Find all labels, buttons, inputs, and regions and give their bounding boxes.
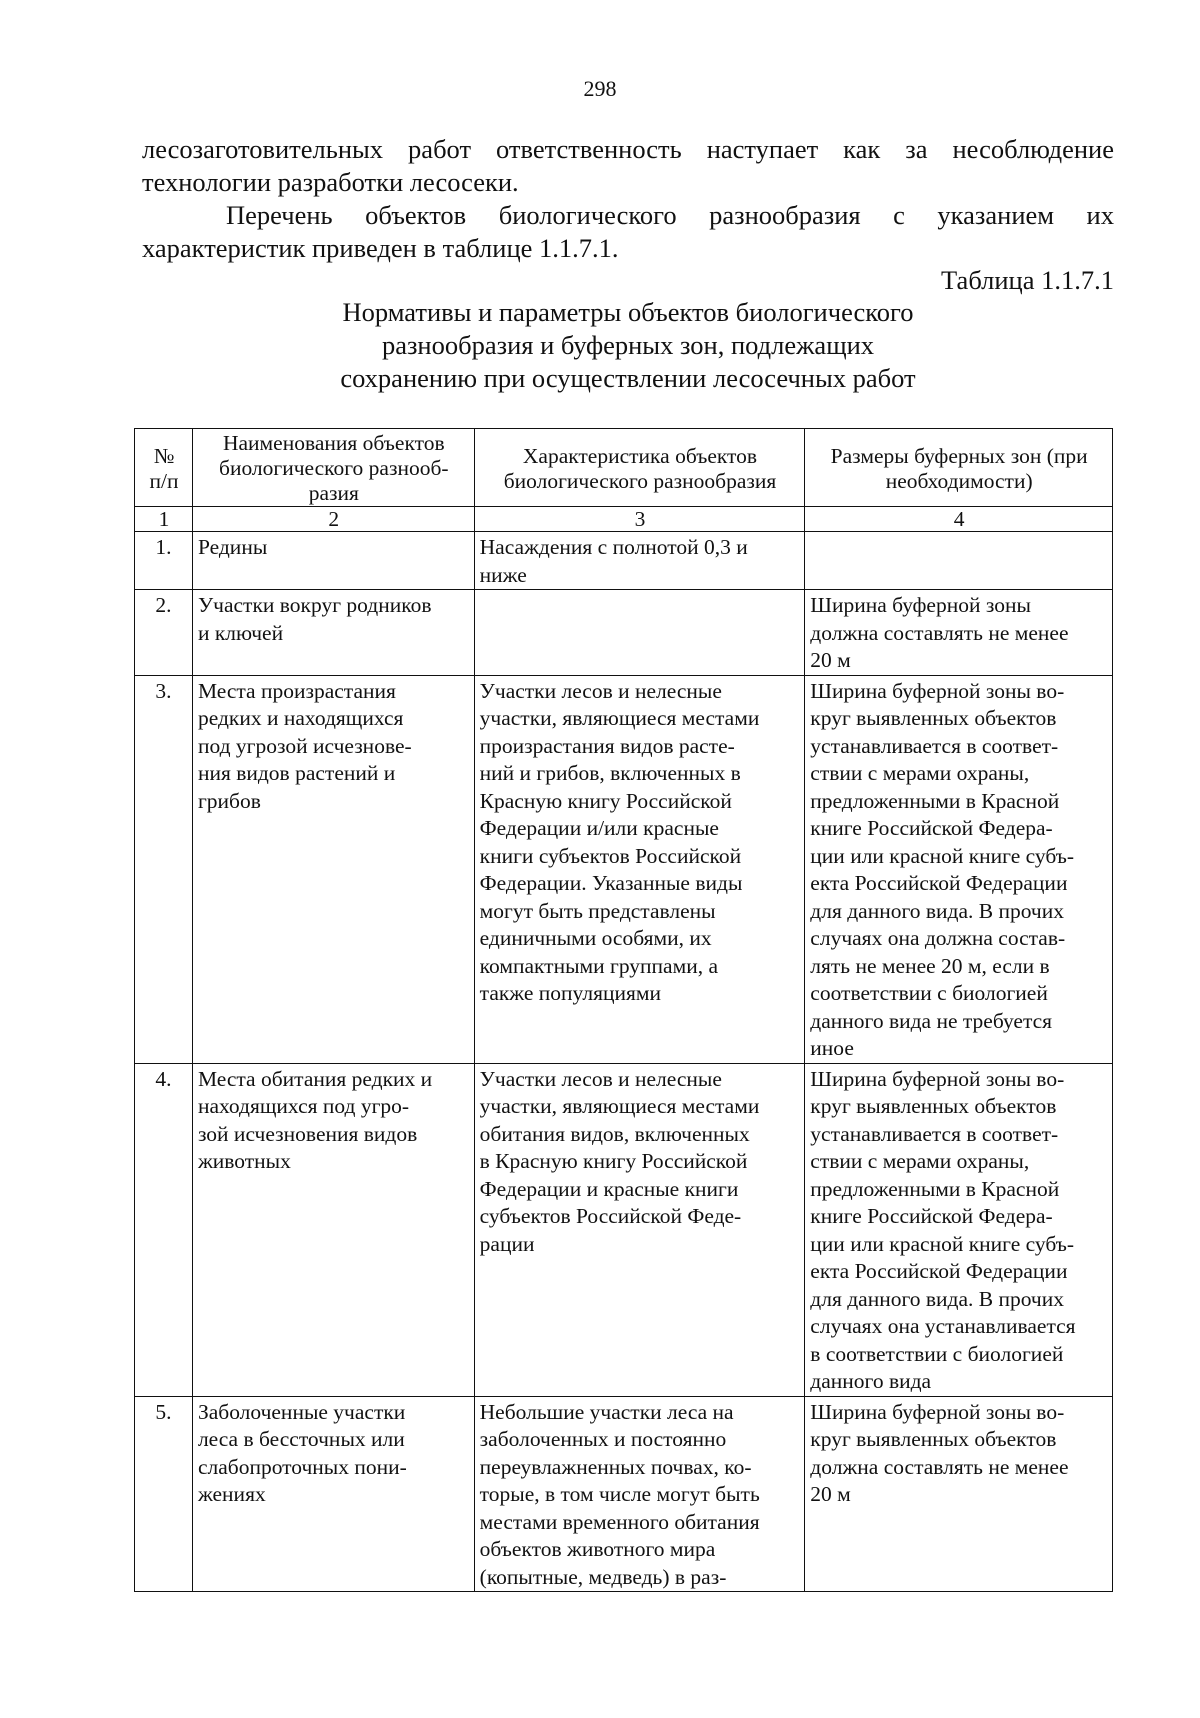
row-object-name: Места произрастания редких и находящихся под угрозой исчезнове- ния видов растений и грибов bbox=[192, 675, 474, 1063]
column-number: 3 bbox=[474, 507, 805, 532]
paragraph-2: Перечень объектов биологического разнообразия с указанием их характеристик приведен в таблице 1.1.7.1. bbox=[142, 200, 1114, 263]
row-number: 3. bbox=[135, 675, 193, 1063]
table-row bbox=[135, 1063, 1113, 1396]
row-number: 5. bbox=[135, 1396, 193, 1592]
row-object-name: Заболоченные участки леса в бессточных или слабопроточных пони- жениях bbox=[192, 1396, 474, 1592]
row-characteristic: Насаждения с полнотой 0,3 и ниже bbox=[474, 532, 805, 590]
column-number: 1 bbox=[135, 507, 193, 532]
row-characteristic: Участки лесов и нелесные участки, являющиеся местами обитания видов, включенных в Красную книгу Российской Федерации и красные книги субъектов Российской Феде- рации bbox=[474, 1063, 805, 1396]
row-buffer-size: Ширина буферной зоны во- круг выявленных объектов устанавливается в соответ- ствии с мерами охраны, предложенными в Красной книге Российской Федера- ции или красной книге субъ- екта Российской Федерации для данного вида. В прочих случаях она должна состав- лять не менее 20 м, если в соответствии с биологией данного вида не требуется иное bbox=[805, 675, 1113, 1063]
row-characteristic bbox=[474, 590, 805, 676]
table-row bbox=[135, 532, 1113, 590]
row-buffer-size bbox=[805, 532, 1113, 590]
header-buffer-size: Размеры буферных зон (при необходимости) bbox=[805, 429, 1113, 507]
column-number: 2 bbox=[192, 507, 474, 532]
row-number: 2. bbox=[135, 590, 193, 676]
paragraph-1: лесозаготовительных работ ответственность наступает как за несоблюдение технологии разработки лесосеки. bbox=[142, 134, 1114, 197]
table-header-row bbox=[135, 429, 1113, 507]
table-title: Нормативы и параметры объектов биологического разнообразия и буферных зон, подлежащих сохранению при осуществлении лесосечных работ bbox=[340, 297, 916, 393]
row-buffer-size: Ширина буферной зоны во- круг выявленных объектов должна составлять не менее 20 м bbox=[805, 1396, 1113, 1592]
row-object-name: Места обитания редких и находящихся под угро- зой исчезновения видов животных bbox=[192, 1063, 474, 1396]
header-object-name: Наименования объектов биологического разнооб- разия bbox=[192, 429, 474, 507]
row-object-name: Участки вокруг родников и ключей bbox=[192, 590, 474, 676]
row-characteristic: Небольшие участки леса на заболоченных и постоянно переувлажненных почвах, ко- торые, в том числе могут быть местами временного обитания объектов животного мира (копытные, медведь) в раз- bbox=[474, 1396, 805, 1592]
row-characteristic: Участки лесов и нелесные участки, являющиеся местами произрастания видов расте- ний и грибов, включенных в Красную книгу Российской Федерации и/или красные книги субъектов Российской Федерации. Указанные виды могут быть представлены единичными особями, их компактными группами, а также популяциями bbox=[474, 675, 805, 1063]
row-object-name: Редины bbox=[192, 532, 474, 590]
page-number: 298 bbox=[583, 76, 617, 101]
table-row bbox=[135, 590, 1113, 676]
header-number: № п/п bbox=[135, 429, 193, 507]
row-buffer-size: Ширина буферной зоны во- круг выявленных объектов устанавливается в соответ- ствии с мерами охраны, предложенными в Красной книге Российской Федера- ции или красной книге субъ- екта Российской Федерации для данного вида. В прочих случаях она устанавливается в соответствии с биологией данного вида bbox=[805, 1063, 1113, 1396]
biodiversity-table bbox=[134, 428, 1113, 1592]
row-number: 4. bbox=[135, 1063, 193, 1396]
row-number: 1. bbox=[135, 532, 193, 590]
table-row bbox=[135, 1396, 1113, 1592]
header-characteristic: Характеристика объектов биологического разнообразия bbox=[474, 429, 805, 507]
table-row bbox=[135, 675, 1113, 1063]
column-number: 4 bbox=[805, 507, 1113, 532]
row-buffer-size: Ширина буферной зоны должна составлять не менее 20 м bbox=[805, 590, 1113, 676]
table-number: Таблица 1.1.7.1 bbox=[941, 265, 1114, 295]
column-numbers-row bbox=[135, 507, 1113, 532]
